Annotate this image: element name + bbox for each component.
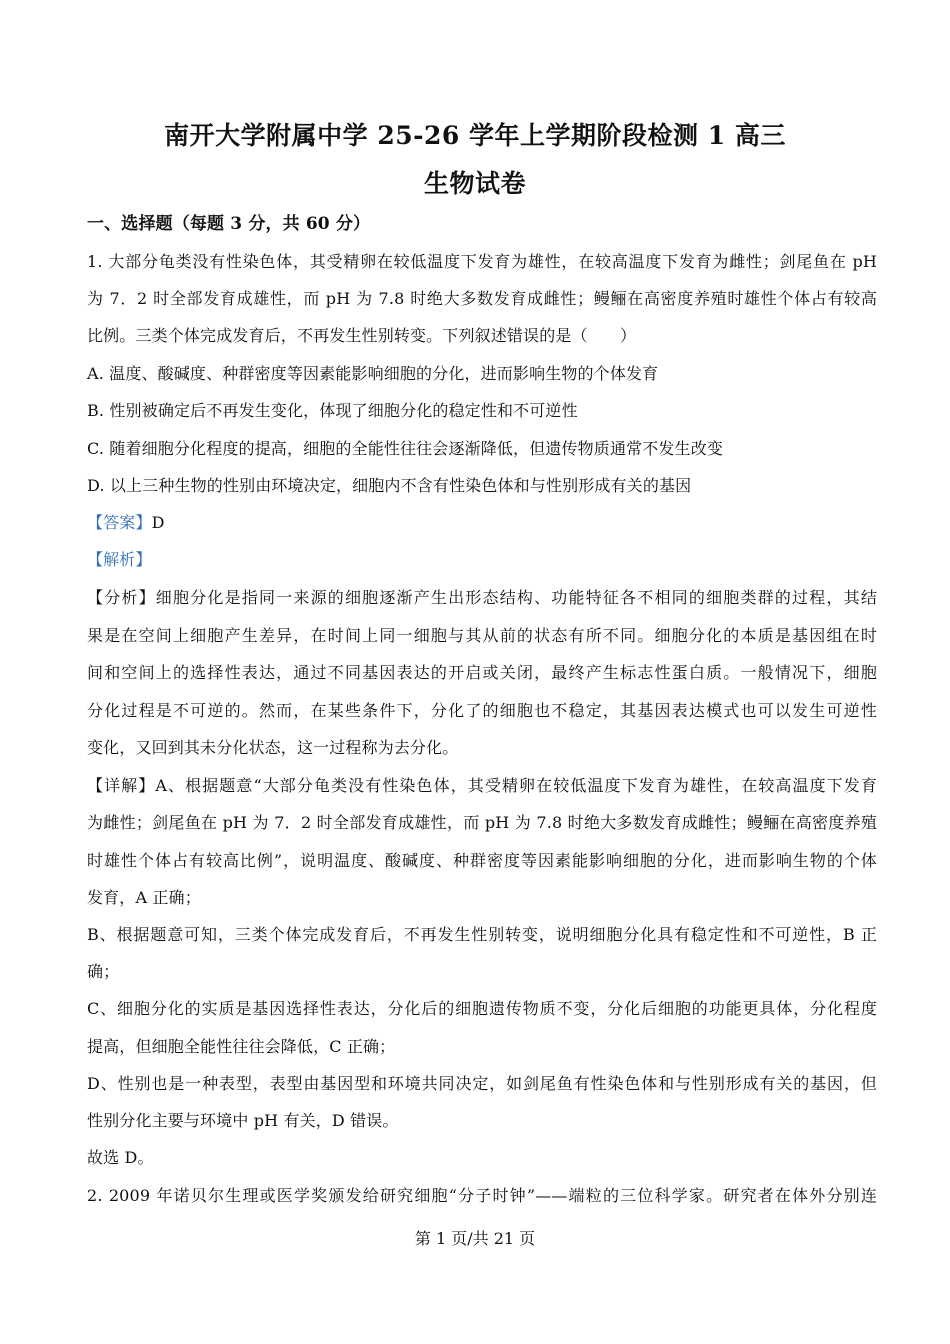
analysis-paragraph-line: 变化，又回到其未分化状态，这一过程称为去分化。	[87, 738, 459, 757]
answer-value: D	[151, 513, 165, 532]
detail-paragraph-line: 为雌性；剑尾鱼在 pH 为 7．2 时全部发育成雄性，而 pH 为 7.8 时绝大多数发育成雌性；鳗鲡在高密度养殖	[87, 813, 877, 832]
analysis-paragraph-line: 间和空间上的选择性表达，通过不同基因表达的开启或关闭，最终产生标志性蛋白质。一般情况下，细胞	[87, 663, 877, 682]
question-1-stem-line: 为 7．2 时全部发育成雄性，而 pH 为 7.8 时绝大多数发育成雌性；鳗鲡在高密度养殖时雄性个体占有较高	[87, 289, 877, 308]
option-a: A. 温度、酸碱度、种群密度等因素能影响细胞的分化，进而影响生物的个体发育	[87, 364, 659, 383]
xiangjie-label: 【详解】	[87, 776, 156, 795]
question-1-stem-line: 1. 大部分龟类没有性染色体，其受精卵在较低温度下发育为雄性，在较高温度下发育为雌性；剑尾鱼在 pH	[87, 252, 877, 271]
xiangjie-text: A、根据题意“大部分龟类没有性染色体，其受精卵在较低温度下发育为雄性，在较高温度下发育	[155, 776, 877, 795]
detail-paragraph-line: D、性别也是一种表型，表型由基因型和环境共同决定，如剑尾鱼有性染色体和与性别形成有关的基因，但	[87, 1074, 877, 1093]
detail-paragraph-line	[87, 776, 877, 796]
exam-title-line1: 南开大学附属中学 25-26 学年上学期阶段检测 1 高三	[164, 121, 786, 150]
detail-paragraph-line: 发育，A 正确；	[87, 888, 201, 907]
detail-paragraph-line: B、根据题意可知，三类个体完成发育后，不再发生性别转变，说明细胞分化具有稳定性和不可逆性，B 正	[87, 925, 877, 944]
detail-paragraph-line: 时雄性个体占有较高比例”，说明温度、酸碱度、种群密度等因素能影响细胞的分化，进而影响生物的个体	[87, 851, 877, 870]
analysis-paragraph-line: 分化过程是不可逆的。然而，在某些条件下，分化了的细胞也不稳定，其基因表达模式也可以发生可逆性	[87, 701, 877, 720]
detail-paragraph-line: C、细胞分化的实质是基因选择性表达，分化后的细胞遗传物质不变，分化后细胞的功能更具体，分化程度	[87, 999, 877, 1018]
detail-paragraph-line: 提高，但细胞全能性往往会降低，C 正确；	[87, 1037, 396, 1056]
detail-paragraph-line: 性别分化主要与环境中 pH 有关，D 错误。	[87, 1111, 399, 1130]
page-number: 第 1 页/共 21 页	[414, 1229, 536, 1248]
option-d: D. 以上三种生物的性别由环境决定，细胞内不含有性染色体和与性别形成有关的基因	[87, 476, 692, 495]
analysis-row	[87, 550, 877, 570]
conclusion-line: 故选 D。	[87, 1148, 154, 1167]
analysis-paragraph-line: 果是在空间上细胞产生差异，在时间上同一细胞与其从前的状态有所不同。细胞分化的本质是基因组在时	[87, 626, 877, 645]
answer-row	[87, 513, 877, 533]
answer-label: 【答案】	[87, 513, 152, 532]
detail-paragraph-line: 确；	[87, 962, 120, 981]
fenxi-label: 【分析】	[87, 588, 156, 607]
section-heading: 一、选择题（每题 3 分，共 60 分）	[87, 214, 371, 234]
fenxi-text: 细胞分化是指同一来源的细胞逐渐产生出形态结构、功能特征各不相同的细胞类群的过程，其结	[155, 588, 877, 607]
question-2-stem-line: 2. 2009 年诺贝尔生理或医学奖颁发给研究细胞“分子时钟”——端粒的三位科学家。研究者在体外分别连	[87, 1186, 877, 1205]
exam-title-line2: 生物试卷	[423, 169, 526, 198]
question-1-stem-line: 比例。三类个体完成发育后，不再发生性别转变。下列叙述错误的是（ ）	[87, 326, 637, 345]
analysis-paragraph-line	[87, 588, 877, 608]
option-b: B. 性别被确定后不再发生变化，体现了细胞分化的稳定性和不可逆性	[87, 401, 578, 420]
analysis-label: 【解析】	[87, 550, 152, 569]
option-c: C. 随着细胞分化程度的提高，细胞的全能性往往会逐渐降低，但遗传物质通常不发生改变	[87, 439, 723, 458]
